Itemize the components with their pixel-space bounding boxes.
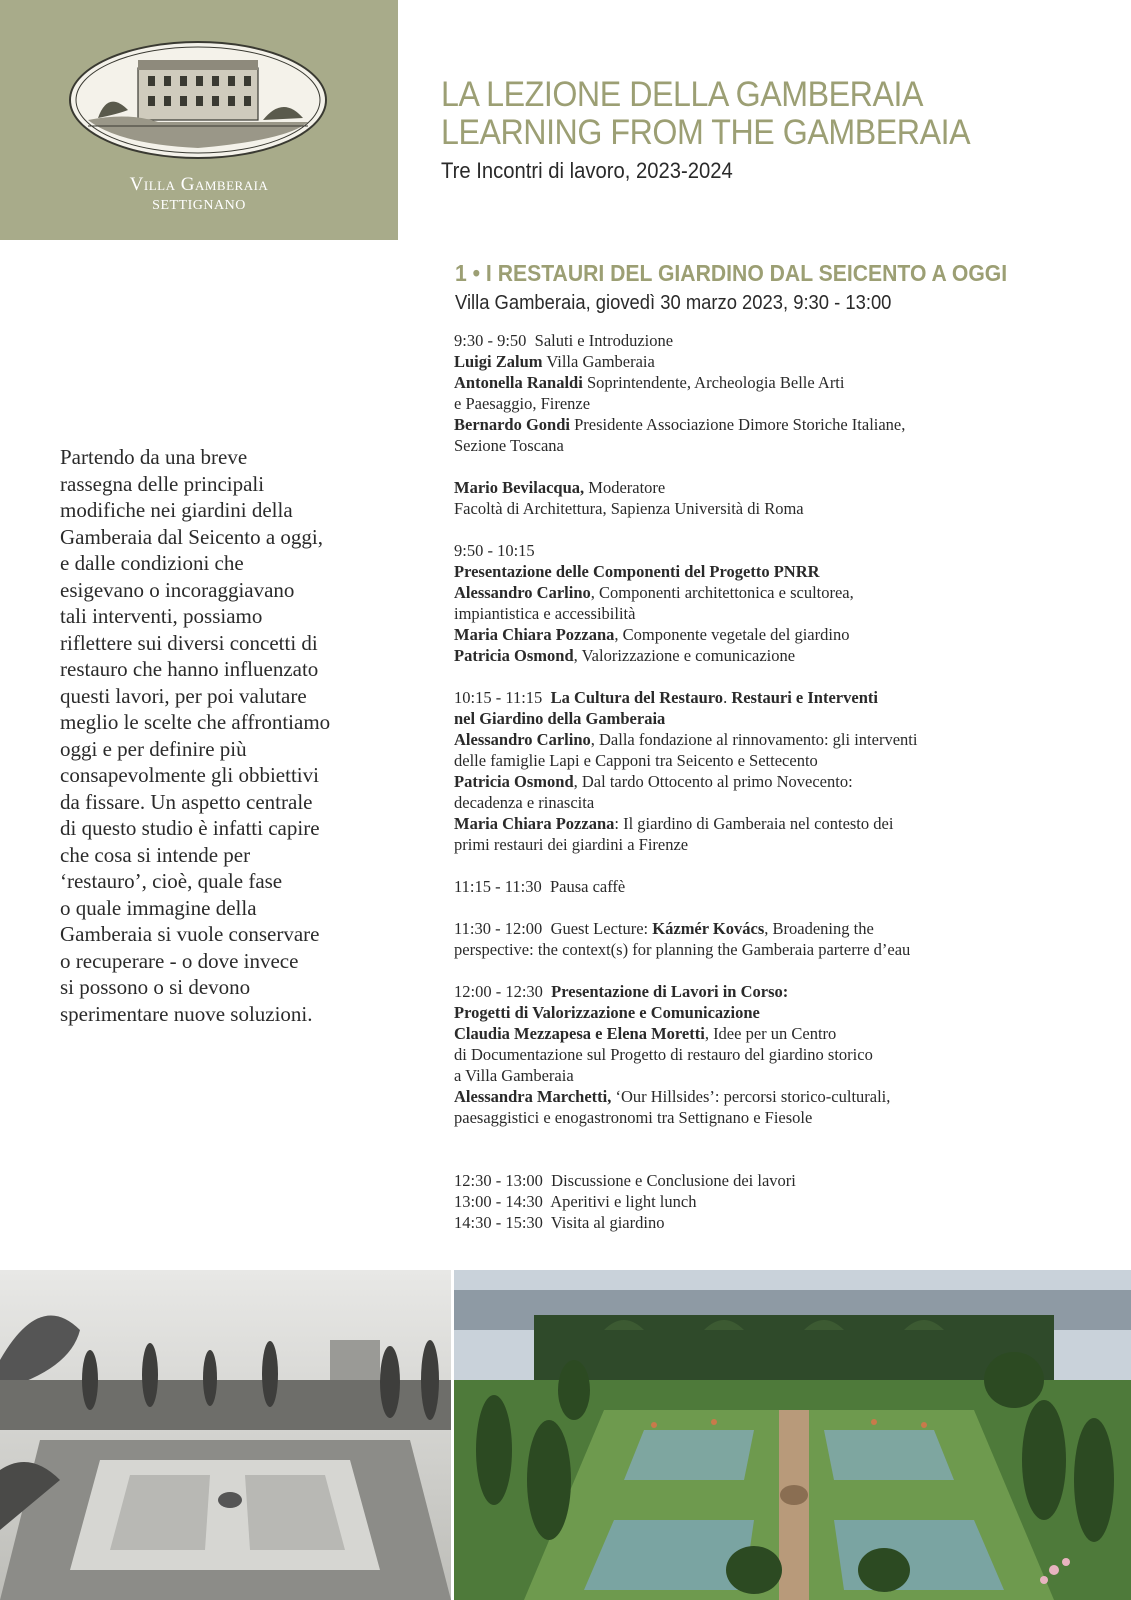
speaker-role: Soprintendente, Archeologia Belle Arti	[582, 373, 845, 392]
speaker-name: Claudia Mezzapesa e Elena Moretti	[454, 1024, 705, 1043]
speaker-name: Patricia Osmond	[454, 646, 574, 665]
speaker-role: Presidente Associazione Dimore Storiche Italiane,	[569, 415, 906, 434]
intro-line: o recuperare - o dove invece	[60, 948, 299, 973]
intro-line: ‘restauro’, cioè, quale fase	[60, 869, 283, 893]
program-block-closing	[454, 1170, 1094, 1233]
speaker-name: Alessandra Marchetti,	[454, 1087, 612, 1106]
speaker-role: , Componenti architettonica e scultorea,	[590, 583, 854, 602]
speaker-name: Alessandro Carlino	[454, 583, 591, 602]
speaker-role: ‘Our Hillsides’: percorsi storico-culturali,	[611, 1087, 891, 1106]
intro-line: Gamberaia dal Seicento a oggi,	[60, 524, 323, 549]
program	[454, 330, 1094, 1254]
slot-title: Saluti e Introduzione	[534, 331, 674, 350]
speaker-name: Alessandro Carlino	[454, 730, 591, 749]
slot-title: La Cultura del Restauro	[550, 688, 724, 707]
speaker-role-cont: delle famiglie Lapi e Capponi tra Seicento e Settecento	[454, 751, 818, 770]
slot-title: Aperitivi e light lunch	[550, 1192, 697, 1211]
intro-line: sperimentare nuove soluzioni.	[60, 1001, 313, 1026]
speaker-name: Bernardo Gondi	[454, 415, 570, 434]
intro-line: questi lavori, per poi valutare	[60, 683, 307, 708]
logo-location: SETTIGNANO	[152, 198, 246, 213]
intro-line: modifiche nei giardini della	[60, 498, 293, 522]
session-title: 1 • I RESTAURI DEL GIARDINO DAL SEICENTO A OGGI	[455, 260, 1008, 286]
slot-title: Presentazione delle Componenti del Progetto PNRR	[454, 562, 820, 581]
slot-title: Pausa caffè	[549, 877, 626, 896]
intro-line: e dalle condizioni che	[60, 551, 244, 575]
slot-title-sep: .	[723, 688, 732, 707]
moderator-affiliation: Facoltà di Architettura, Sapienza Università di Roma	[454, 499, 804, 518]
speaker-role: , Idee per un Centro	[704, 1024, 837, 1043]
speaker-name: Kázmér Kovács	[652, 919, 765, 938]
speaker-role: : Il giardino di Gamberaia nel contesto dei	[614, 814, 894, 833]
intro-line: riflettere sui diversi concetti di	[60, 630, 318, 655]
session-date: Villa Gamberaia, giovedì 30 marzo 2023, 9:30 - 13:00	[455, 292, 892, 314]
speaker-role: , Dal tardo Ottocento al primo Novecento:	[573, 772, 853, 791]
slot-title: Presentazione di Lavori in Corso:	[551, 982, 789, 1001]
time-slot: 10:15 - 11:15	[454, 688, 543, 707]
program-block-opening	[454, 330, 1094, 456]
program-block-guest-lecture	[454, 918, 1094, 960]
time-slot: 12:00 - 12:30	[454, 982, 543, 1001]
speaker-name: Patricia Osmond	[454, 772, 574, 791]
speaker-role: , Componente vegetale del giardino	[614, 625, 850, 644]
title-italian: LA LEZIONE DELLA GAMBERAIA	[441, 75, 923, 114]
program-block-pnrr	[454, 540, 1094, 666]
speaker-role-cont: paesaggistici e enogastronomi tra Settignano e Fiesole	[454, 1108, 813, 1127]
lecture-title-cont: perspective: the context(s) for planning the Gamberaia parterre d’eau	[454, 940, 911, 959]
program-block-break	[454, 876, 1094, 897]
speaker-role-cont: a Villa Gamberaia	[454, 1066, 574, 1085]
intro-line: da fissare. Un aspetto centrale	[60, 789, 313, 814]
logo-block	[0, 0, 398, 240]
time-slot: 11:15 - 11:30	[454, 877, 542, 896]
speaker-role-cont: di Documentazione sul Progetto di restauro del giardino storico	[454, 1045, 873, 1064]
intro-line: che cosa si intende per	[60, 842, 251, 867]
slot-title: Discussione e Conclusione dei lavori	[551, 1171, 796, 1190]
speaker-role-cont: Sezione Toscana	[454, 436, 564, 455]
speaker-role: , Valorizzazione e comunicazione	[573, 646, 796, 665]
intro-line: restauro che hanno influenzato	[60, 657, 319, 681]
speaker-role-cont: e Paesaggio, Firenze	[454, 394, 591, 413]
title-english: LEARNING FROM THE GAMBERAIA	[441, 113, 971, 152]
intro-line: tali interventi, possiamo	[60, 604, 263, 628]
speaker-role: Villa Gamberaia	[542, 352, 655, 371]
program-block-culture	[454, 687, 1094, 855]
slot-prefix: Guest Lecture:	[550, 919, 653, 938]
slot-title-3: nel Giardino della Gamberaia	[454, 709, 666, 728]
intro-line: rassegna delle principali	[60, 471, 265, 496]
intro-line: consapevolmente gli obbiettivi	[60, 763, 319, 787]
speaker-role: , Dalla fondazione al rinnovamento: gli interventi	[590, 730, 918, 749]
speaker-role-cont: impiantistica e accessibilità	[454, 604, 636, 623]
villa-engraving-logo	[68, 40, 328, 160]
slot-title-2: Restauri e Interventi	[731, 688, 878, 707]
intro-line: Gamberaia si vuole conservare	[60, 922, 320, 946]
speaker-name: Maria Chiara Pozzana	[454, 625, 615, 644]
intro-line: di questo studio è infatti capire	[60, 816, 320, 840]
intro-line: o quale immagine della	[60, 895, 257, 920]
intro-line: Partendo da una breve	[60, 445, 248, 469]
slot-title: Visita al giardino	[550, 1213, 665, 1232]
speaker-name: Maria Chiara Pozzana	[454, 814, 615, 833]
speaker-role-cont: decadenza e rinascita	[454, 793, 595, 812]
intro-line: si possono o si devono	[60, 975, 251, 999]
speaker-name: Antonella Ranaldi	[454, 373, 583, 392]
intro-line: oggi e per definire più	[60, 736, 247, 761]
speaker-name: Luigi Zalum	[454, 352, 543, 371]
intro-line: meglio le scelte che affrontiamo	[60, 710, 331, 734]
logo-name: Villa Gamberaia	[129, 174, 269, 195]
program-block-works	[454, 981, 1094, 1128]
program-block-moderator	[454, 477, 1094, 519]
lecture-title: , Broadening the	[764, 919, 874, 938]
intro-paragraph	[60, 444, 400, 1027]
subtitle: Tre Incontri di lavoro, 2023-2024	[441, 158, 733, 183]
historic-garden-photo	[0, 1270, 451, 1600]
moderator-role: Moderatore	[584, 478, 666, 497]
current-garden-photo	[454, 1270, 1131, 1600]
slot-title-2: Progetti di Valorizzazione e Comunicazione	[454, 1003, 760, 1022]
time-slot: 12:30 - 13:00	[454, 1171, 543, 1190]
time-slot: 11:30 - 12:00	[454, 919, 543, 938]
time-slot: 9:50 - 10:15	[454, 541, 535, 560]
time-slot: 9:30 - 9:50	[454, 331, 527, 350]
time-slot: 14:30 - 15:30	[454, 1213, 543, 1232]
speaker-role-cont: primi restauri dei giardini a Firenze	[454, 835, 689, 854]
time-slot: 13:00 - 14:30	[454, 1192, 543, 1211]
intro-line: esigevano o incoraggiavano	[60, 577, 295, 602]
moderator-name: Mario Bevilacqua,	[454, 478, 585, 497]
